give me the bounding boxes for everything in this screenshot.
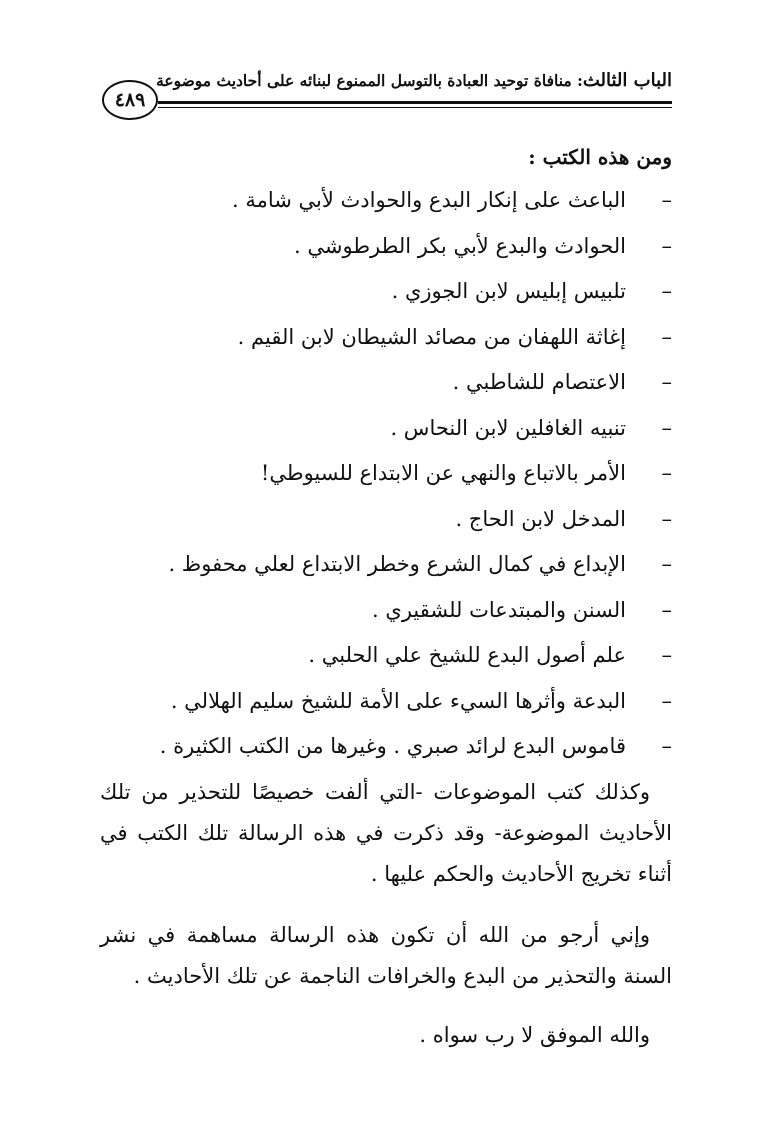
list-item-text: علم أصول البدع للشيخ علي الحلبي . <box>308 643 626 667</box>
list-dash: – <box>661 506 672 531</box>
list-item <box>100 724 672 770</box>
list-item <box>100 269 672 315</box>
list-item <box>100 497 672 543</box>
list-dash: – <box>661 233 672 258</box>
section-heading: ومن هذه الكتب : <box>528 145 672 169</box>
list-item-text: قاموس البدع لرائد صبري . وغيرها من الكتب الكثيرة . <box>159 734 626 758</box>
list-item <box>100 633 672 679</box>
list-dash: – <box>661 188 672 212</box>
list-dash: – <box>661 279 672 303</box>
list-dash: – <box>661 688 672 713</box>
paragraph-hope <box>100 915 672 997</box>
list-item-text: البدعة وأثرها السيء على الأمة للشيخ سليم الهلالي . <box>170 688 626 713</box>
paragraph-closing <box>100 1015 672 1056</box>
book-list <box>100 178 672 770</box>
running-header <box>100 70 672 110</box>
list-dash: – <box>661 552 672 576</box>
paragraph-text: وإني أرجو من الله أن تكون هذه الرسالة مساهمة في نشر السنة والتحذير من البدع والخرافات الناجمة عن تلك الأحاديث . <box>100 922 672 988</box>
list-item <box>100 315 672 361</box>
list-dash: – <box>661 415 672 440</box>
paragraph-text: والله الموفق لا رب سواه . <box>419 1022 650 1047</box>
paragraph-text: وكذلك كتب الموضوعات -التي ألفت خصيصًا للتحذير من تلك الأحاديث الموضوعة- وقد ذكرت في هذه الرسالة تلك الكتب في أثناء تخريج الأحاديث والحكم عليها . <box>100 779 672 886</box>
header-rule-thick <box>158 101 672 104</box>
list-item-text: الاعتصام للشاطبي . <box>452 370 626 394</box>
page-number: ٤٨٩ <box>102 80 158 120</box>
list-item-text: السنن والمبتدعات للشقيري . <box>372 597 626 622</box>
list-item-text: الحوادث والبدع لأبي بكر الطرطوشي . <box>294 233 626 258</box>
list-item-text: الإبداع في كمال الشرع وخطر الابتداع لعلي محفوظ . <box>168 552 626 576</box>
list-item <box>100 406 672 452</box>
list-item-text: الباعث على إنكار البدع والحوادث لأبي شامة . <box>231 188 626 212</box>
header-title: : منافاة توحيد العبادة بالتوسل الممنوع لبنائه على أحاديث موضوعة <box>156 71 583 90</box>
list-item <box>100 679 672 725</box>
list-dash: – <box>661 643 672 667</box>
page-content <box>100 142 672 1056</box>
list-item-text: تنبيه الغافلين لابن النحاس . <box>390 415 626 440</box>
list-item <box>100 360 672 406</box>
list-item <box>100 178 672 224</box>
list-item <box>100 542 672 588</box>
header-rule-thin <box>158 107 672 108</box>
list-dash: – <box>661 597 672 622</box>
list-item <box>100 588 672 634</box>
header-text <box>156 70 672 91</box>
header-chapter: الباب الثالث <box>582 70 672 91</box>
list-item <box>100 224 672 270</box>
list-dash: – <box>661 461 672 485</box>
list-item-text: تلبيس إبليس لابن الجوزي . <box>391 279 626 303</box>
list-item-text: إغاثة اللهفان من مصائد الشيطان لابن القيم . <box>237 324 626 349</box>
list-dash: – <box>661 324 672 349</box>
list-item <box>100 451 672 497</box>
list-item-text: المدخل لابن الحاج . <box>455 506 626 531</box>
paragraph-mawduat-books <box>100 772 672 895</box>
list-dash: – <box>661 734 672 758</box>
list-item-text: الأمر بالاتباع والنهي عن الابتداع للسيوطي! <box>260 461 626 485</box>
list-dash: – <box>661 370 672 394</box>
